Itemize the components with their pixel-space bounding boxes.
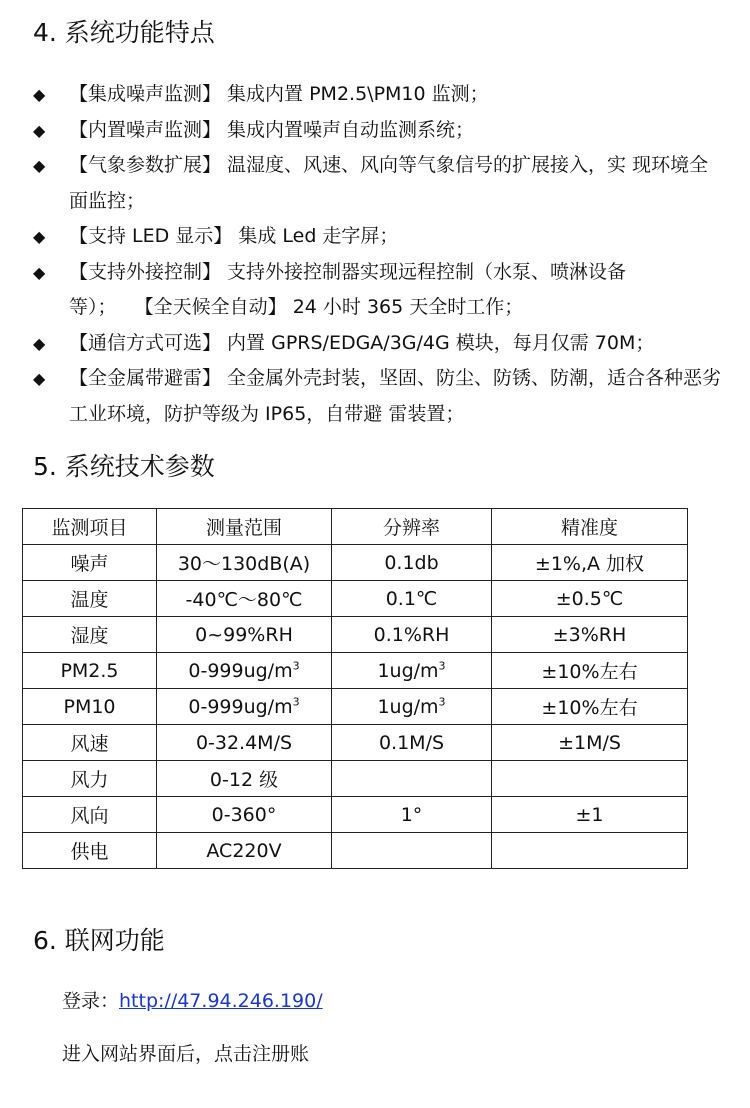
feature-item	[33, 361, 723, 432]
table-header-cell: 精准度	[492, 509, 688, 545]
table-cell: 噪声	[23, 545, 157, 581]
tech-params-table	[22, 508, 688, 869]
feature-item	[33, 77, 723, 113]
section-title-network: 6. 联网功能	[33, 926, 165, 955]
login-line	[62, 986, 323, 1016]
diamond-bullet-icon: ◆	[33, 85, 46, 104]
cell-value: 0-999ug/m	[188, 695, 293, 718]
feature-text: 全金属外壳封装，坚固、防尘、防锈、防潮，适合各种恶劣工业环境，防护等级为 IP65，自带避 雷装置；	[69, 367, 722, 425]
table-row	[23, 653, 688, 689]
table-cell: 风速	[23, 725, 157, 761]
login-label: 登录：	[62, 990, 120, 1012]
table-cell: -40℃～80℃	[157, 581, 332, 617]
feature-text: 温湿度、风速、风向等气象信号的扩展接入，实 现环境全面监控；	[69, 154, 709, 212]
superscript: 3	[292, 695, 300, 709]
instruction-text: 进入网站界面后，点击注册账	[62, 1043, 310, 1065]
feature-list	[33, 77, 723, 432]
feature-item	[33, 148, 723, 219]
table-cell: 风力	[23, 761, 157, 797]
table-cell: 0.1%RH	[332, 617, 492, 653]
table-cell: 0-12 级	[157, 761, 332, 797]
table-row	[23, 797, 688, 833]
superscript: 3	[292, 659, 300, 673]
table-cell	[332, 653, 492, 689]
feature-tag: 【气象参数扩展】	[69, 154, 222, 176]
diamond-bullet-icon: ◆	[33, 262, 46, 282]
table-cell: ±1%,A 加权	[492, 545, 688, 581]
cell-value: 0-999ug/m	[188, 659, 293, 682]
feature-tag: 【支持外接控制】	[69, 260, 222, 283]
table-cell: 30～130dB(A)	[157, 545, 332, 581]
cell-value: 1ug/m	[377, 695, 439, 718]
table-cell: ±10%左右	[492, 653, 688, 689]
feature-text: 内置 GPRS/EDGA/3G/4G 模块，每月仅需 70M；	[221, 331, 655, 354]
diamond-bullet-icon: ◆	[33, 120, 46, 140]
feature-text: 集成 Led 走字屏；	[232, 225, 399, 247]
feature-text: 支持外接控制器实现远程控制（水泵、喷淋设备等）；	[69, 260, 627, 318]
table-cell: ±10%左右	[492, 689, 688, 725]
table-cell	[492, 833, 688, 869]
diamond-bullet-icon: ◆	[33, 156, 46, 175]
table-cell	[157, 653, 332, 689]
feature-item	[33, 255, 723, 326]
feature-text: 集成内置噪声自动监测系统；	[221, 118, 475, 141]
table-cell: 0~99%RH	[157, 617, 332, 653]
table-cell: AC220V	[157, 833, 332, 869]
table-cell: 温度	[23, 581, 157, 617]
table-cell	[332, 689, 492, 725]
table-header-cell: 测量范围	[157, 509, 332, 545]
table-row	[23, 581, 688, 617]
table-cell: ±1M/S	[492, 725, 688, 761]
table-header-cell: 监测项目	[23, 509, 157, 545]
table-cell	[157, 689, 332, 725]
table-cell: ±3%RH	[492, 617, 688, 653]
table-cell: 供电	[23, 833, 157, 869]
diamond-bullet-icon: ◆	[33, 333, 46, 353]
table-row	[23, 833, 688, 869]
table-cell: 0-32.4M/S	[157, 725, 332, 761]
table-cell: 0.1℃	[332, 581, 492, 617]
table-cell	[492, 761, 688, 797]
feature-text: 24 小时 365 天全时工作；	[286, 296, 524, 318]
feature-tag: 【内置噪声监测】	[69, 118, 222, 141]
table-cell: 湿度	[23, 617, 157, 653]
table-cell	[332, 761, 492, 797]
feature-tag: 【集成噪声监测】	[69, 83, 222, 105]
feature-item	[33, 113, 723, 149]
feature-text: 集成内置 PM2.5\PM10 监测；	[221, 83, 489, 105]
table-cell: 0.1M/S	[332, 725, 492, 761]
table-cell: 风向	[23, 797, 157, 833]
cell-value: 1ug/m	[377, 659, 439, 682]
superscript: 3	[438, 695, 446, 709]
table-cell: 0.1db	[332, 545, 492, 581]
table-cell: PM10	[23, 689, 157, 725]
feature-item	[33, 219, 723, 255]
section-title-features: 4. 系统功能特点	[33, 18, 215, 47]
table-row	[23, 761, 688, 797]
table-cell: ±1	[492, 797, 688, 833]
table-row	[23, 725, 688, 761]
feature-tag: 【全金属带避雷】	[69, 367, 222, 389]
table-cell: ±0.5℃	[492, 581, 688, 617]
table-row	[23, 617, 688, 653]
superscript: 3	[438, 659, 446, 673]
table-cell	[332, 833, 492, 869]
table-row	[23, 545, 688, 581]
feature-tag: 【通信方式可选】	[69, 331, 222, 354]
table-cell: PM2.5	[23, 653, 157, 689]
diamond-bullet-icon: ◆	[33, 369, 46, 388]
table-cell: 0-360°	[157, 797, 332, 833]
feature-tag: 【支持 LED 显示】	[69, 225, 233, 247]
section-title-tech-params: 5. 系统技术参数	[33, 452, 215, 481]
feature-tag: 【全天候全自动】	[134, 296, 287, 318]
login-link[interactable]: http://47.94.246.190/	[119, 990, 323, 1012]
table-cell: 1°	[332, 797, 492, 833]
table-header-cell: 分辨率	[332, 509, 492, 545]
feature-item	[33, 326, 723, 362]
table-header-row	[23, 509, 688, 545]
diamond-bullet-icon: ◆	[33, 227, 46, 246]
table-row	[23, 689, 688, 725]
